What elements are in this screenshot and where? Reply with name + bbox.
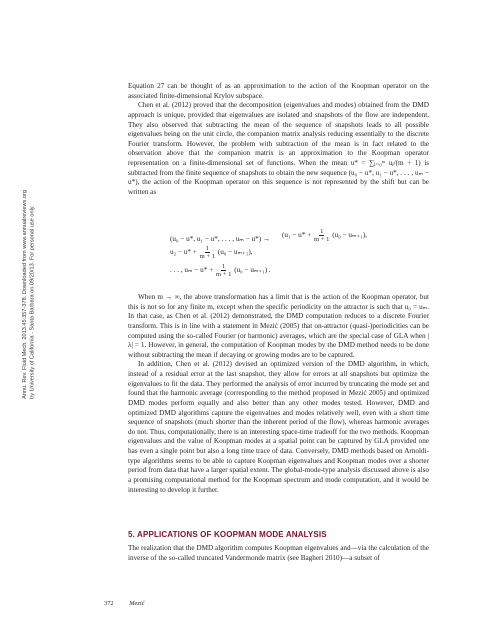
page-footer (104, 600, 144, 607)
equation-fraction: $\frac{1}{m + 1}$ (215, 263, 232, 278)
equation-line-1 (170, 234, 270, 243)
paragraph-2: Chen et al. (2012) proved that the decomposition (eigenvalues and modes) obtained from the DMD approach is unique, provided that eigenvalues are isolated and snapshots of the flow are independent. They also observed that subtracting the mean of the sequence of snapshots leads to all possible eigenvalues being on the unit circle, the companion matrix analysis reducing essentially to the discrete Fourier transform. However, the problem with subtraction of the mean is in fact related to the observation above that the companion matrix is an approximation to the Koopman operator representation on a finite-dimensional set of functions. When the mean u* = ∑ⱼ₌₀ᵐ uⱼ/(m + 1) is subtracted from the finite sequence of snapshots to obtain the new sequence (u₀ − u*, u₁ − u*, . . . , uₘ − u*), the action of the Koopman operator on this sequence is not represented by the shift but can be written as (128, 101, 429, 196)
section-heading: 5. APPLICATIONS OF KOOPMAN MODE ANALYSIS (128, 530, 327, 539)
equation-fraction: $\frac{1}{m + 1}$ (313, 228, 330, 243)
paragraph-3: When m → ∞, the above transformation has a limit that is the action of the Koopman operator, but this is not so for any finite m, except when the specific periodicity on the attractor is such that u₀ = uₘ. In that case, as Chen et al. (2012) demonstrated, the DMD computation reduces to a discrete Fourier transform. This is in line with a statement in Mezić (2005) that on-attractor (quasi-)periodicities can be computed using the so-called Fourier (or harmonic) averages, which are the special case of GLA when |λ| = 1. However, in general, the computation of Koopman modes by the DMD method needs to be done without subtracting the mean if decaying or growing modes are to be captured. (128, 293, 429, 359)
equation-line-2: u₂ − u* + $\frac{1}{m + 1}$ (u₀ − uₘ₊₁), (170, 245, 253, 260)
text-block-upper (128, 82, 429, 198)
equation-lhs: (u₀ − u*, u₁ − u*, . . . , uₘ − u*) → (170, 235, 271, 243)
equation-block (170, 228, 420, 286)
text-block-lower (128, 293, 429, 495)
equation-line-1-rhs: (u₁ − u* + $\frac{1}{m + 1}$ (u₀ − uₘ₊₁), (282, 228, 367, 243)
download-watermark (22, 190, 37, 399)
running-author: Mezić (129, 600, 145, 607)
paragraph-1: Equation 27 can be thought of as an approximation to the action of the Koopman operator on the associated finite-dimensional Krylov subspace. (128, 82, 429, 100)
equation-fraction: $\frac{1}{m + 1}$ (199, 245, 216, 260)
paragraph-4: In addition, Chen et al. (2012) devised an optimized version of the DMD algorithm, in which, instead of a residual error at the last snapshot, they allow for errors at all snapshots but optimize the eigenvalues to fit the data. They performed the analysis of error incurred by truncating the mode set and found that the harmonic average (corresponding to the method proposed in Mezić 2005) and optimized DMD modes perform equally and also better than any other modes tested. However, DMD and optimized DMD algorithms capture the eigenvalues and modes relatively well, even with a short time sequence of snapshots (much shorter than the inherent period of the flow), whereas harmonic averages do not. Thus, computationally, there is an interesting space-time tradeoff for the two methods. Koopman eigenvalues and the value of Koopman modes at a spatial point can be captured by GLA provided one has even a single point but also a long time trace of data. Conversely, DMD methods based on Arnoldi-type algorithms seems to be able to capture Koopman eigenvalues and Koopman modes over a shorter period from data that have a larger spatial extent. The global-mode-type analysis discussed above is also a promising computational method for the Koopman spectrum and mode computation, and it would be interesting to develop it further. (128, 360, 429, 494)
text-block-section (128, 544, 429, 563)
equation-line-3: . . . , uₘ − u* + $\frac{1}{m + 1}$ (u₀ − uₘ₊₁) . (170, 263, 271, 278)
watermark-line-1: Annu. Rev. Fluid Mech. 2013.45:357-378. Downloaded from www.annualreviews.org (22, 190, 28, 399)
watermark-line-2: by University of California - Santa Barbara on 09/20/13. For personal use only. (29, 205, 36, 399)
page-number: 372 (104, 600, 114, 607)
paragraph-5: The realization that the DMD algorithm computes Koopman eigenvalues and—via the calculation of the inverse of the so-called truncated Vandermonde matrix (see Bagheri 2010)—a subset of (128, 544, 429, 562)
